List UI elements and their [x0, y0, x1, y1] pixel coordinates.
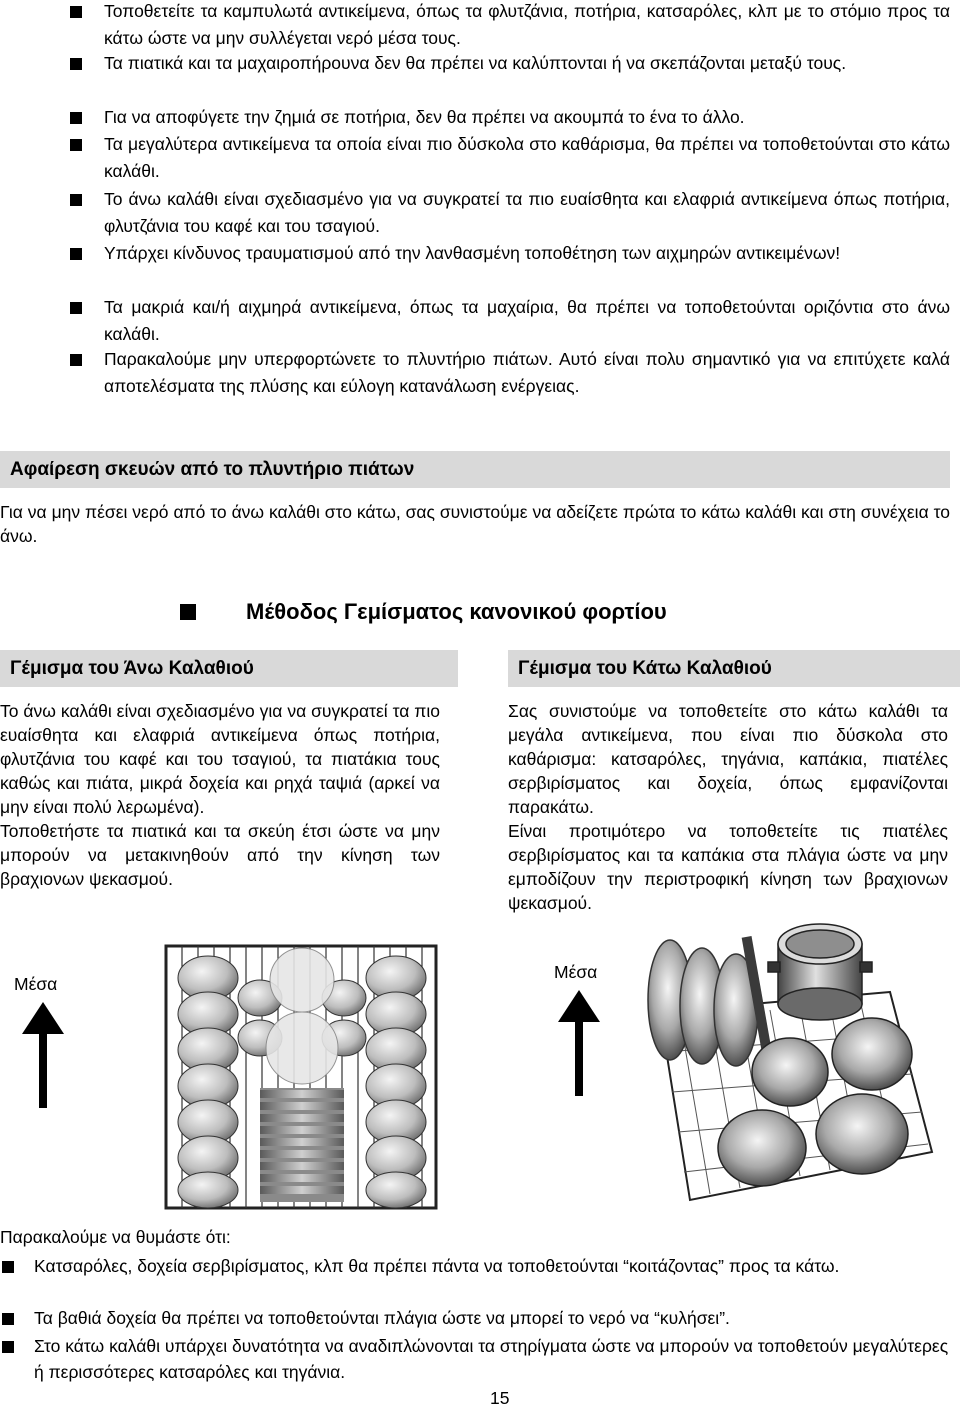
- bullet-square-icon: [70, 6, 82, 18]
- method-heading: [0, 596, 960, 630]
- notes-title: Παρακαλούμε να θυμάστε ότι:: [0, 1227, 231, 1247]
- bullet-square-icon: [70, 58, 82, 70]
- bullet-text: Τα μακριά και/ή αιχμηρά αντικείμενα, όπως τα μαχαίρια, θα πρέπει να τοποθετούνται οριζόντια στο άνω καλάθι.: [104, 297, 950, 344]
- page-number: 15: [490, 1388, 510, 1408]
- note-text: Στο κάτω καλάθι υπάρχει δυνατότητα να αναδιπλώνονται τα στηρίγματα ώστε να μπορούν να τοποθετούν μεγαλύτερες ή περισσότερες κατσαρόλες και τηγάνια.: [34, 1336, 949, 1382]
- paragraph: Τοποθετήστε τα πιατικά και τα σκεύη έτσι ώστε να μην μπορούν να μετακινηθούν από την κίνηση των βραχιονων ψεκασμού.: [0, 821, 440, 889]
- section-title: Αφαίρεση σκευών από το πλυντήριο πιάτων: [10, 459, 415, 480]
- upper-basket-text: [0, 699, 440, 891]
- bullet-square-icon: [2, 1341, 14, 1353]
- bullet-text: Το άνω καλάθι είναι σχεδιασμένο για να συγκρατεί τα πιο ευαίσθητα και ελαφριά αντικείμενα όπως ποτήρια, φλυτζάνια του καφέ και του τσαγιού.: [104, 189, 950, 236]
- bullet-square-icon: [2, 1313, 14, 1325]
- bullet-text: Τοποθετείτε τα καμπυλωτά αντικείμενα, όπως τα φλυτζάνια, ποτήρια, κατσαρόλες, κλπ με το στόμιο προς τα κάτω ώστε να μην συλλέγεται νερό μέσα τους.: [104, 1, 950, 48]
- up-arrow-icon: [18, 1000, 68, 1110]
- inside-label: Μέσα: [554, 962, 598, 982]
- bullet-square-icon: [180, 604, 196, 620]
- removal-section-header: [0, 451, 950, 488]
- up-arrow-icon: [554, 988, 604, 1098]
- paragraph: Σας συνιστούμε να τοποθετείτε στο κάτω καλάθι τα μεγάλα αντικείμενα, που είναι πιο δύσκολα στο καθάρισμα: κατσαρόλες, τηγάνια, καπάκια, πιατέλες σερβιρίσματος και δοχεία, όπως εμφανίζονται παρακάτω.: [508, 701, 948, 817]
- removal-paragraph: Για να μην πέσει νερό από το άνω καλάθι στο κάτω, σας συνιστούμε να αδείζετε πρώτα το κάτω καλάθι και στη συνέχεια το άνω.: [0, 502, 950, 546]
- upper-basket-header: [0, 650, 458, 687]
- bullet-square-icon: [70, 302, 82, 314]
- note-text: Κατσαρόλες, δοχεία σερβιρίσματος, κλπ θα πρέπει πάντα να τοποθετούνται “κοιτάζοντας” προς τα κάτω.: [34, 1256, 840, 1276]
- bullet-text: Υπάρχει κίνδυνος τραυματισμού από την λανθασμένη τοποθέτηση των αιχμηρών αντικειμένων!: [104, 243, 841, 263]
- bullet-square-icon: [70, 248, 82, 260]
- bullet-square-icon: [2, 1261, 14, 1273]
- method-title: Μέθοδος Γεμίσματος κανονικού φορτίου: [246, 599, 667, 624]
- paragraph: Είναι προτιμότερο να τοποθετείτε τις πιατέλες σερβιρίσματος και τα καπάκια στα πλάγια ώστε να μην εμποδίζουν την περιστροφική κίνηση των βραχιονων ψεκασμού.: [508, 821, 948, 913]
- lower-basket-header: [508, 650, 960, 687]
- lower-basket-title: Γέμισμα του Κάτω Καλαθιού: [518, 658, 772, 679]
- lower-basket-text: [508, 699, 948, 915]
- bullet-text: Παρακαλούμε μην υπερφορτώνετε το πλυντήριο πιάτων. Αυτό είναι πολυ σημαντικό για να επιτύχετε καλά αποτελέσματα της πλύσης και εύλογη κατανάλωση ενέργειας.: [104, 349, 950, 396]
- bullet-square-icon: [70, 194, 82, 206]
- bullet-square-icon: [70, 354, 82, 366]
- bullet-square-icon: [70, 112, 82, 124]
- lower-basket-illustration: [640, 922, 940, 1212]
- upper-basket-illustration: [160, 938, 444, 1218]
- bullet-text: Για να αποφύγετε την ζημιά σε ποτήρια, δεν θα πρέπει να ακουμπά το ένα το άλλο.: [104, 107, 745, 127]
- bullet-text: Τα πιατικά και τα μαχαιροπήρουνα δεν θα πρέπει να καλύπτονται ή να σκεπάζονται μεταξύ τους.: [104, 53, 847, 73]
- bullet-square-icon: [70, 139, 82, 151]
- note-text: Τα βαθιά δοχεία θα πρέπει να τοποθετούνται πλάγια ώστε να μπορεί το νερό να “κυλήσει”.: [34, 1308, 730, 1328]
- inside-label: Μέσα: [14, 974, 58, 994]
- paragraph: Το άνω καλάθι είναι σχεδιασμένο για να συγκρατεί τα πιο ευαίσθητα και ελαφριά αντικείμενα όπως ποτήρια, φλυτζάνια του καφέ και του τσαγιού, τα πιατάκια τους καθώς και πιάτα, μικρά δοχεία και ρηχά ταψιά (αρκεί να μην είναι πολύ λερωμένα).: [0, 701, 440, 817]
- bullet-text: Τα μεγαλύτερα αντικείμενα τα οποία είναι πιο δύσκολα στο καθάρισμα, θα πρέπει να τοποθετούνται στο κάτω καλάθι.: [104, 134, 950, 181]
- upper-basket-title: Γέμισμα του Άνω Καλαθιού: [10, 658, 254, 679]
